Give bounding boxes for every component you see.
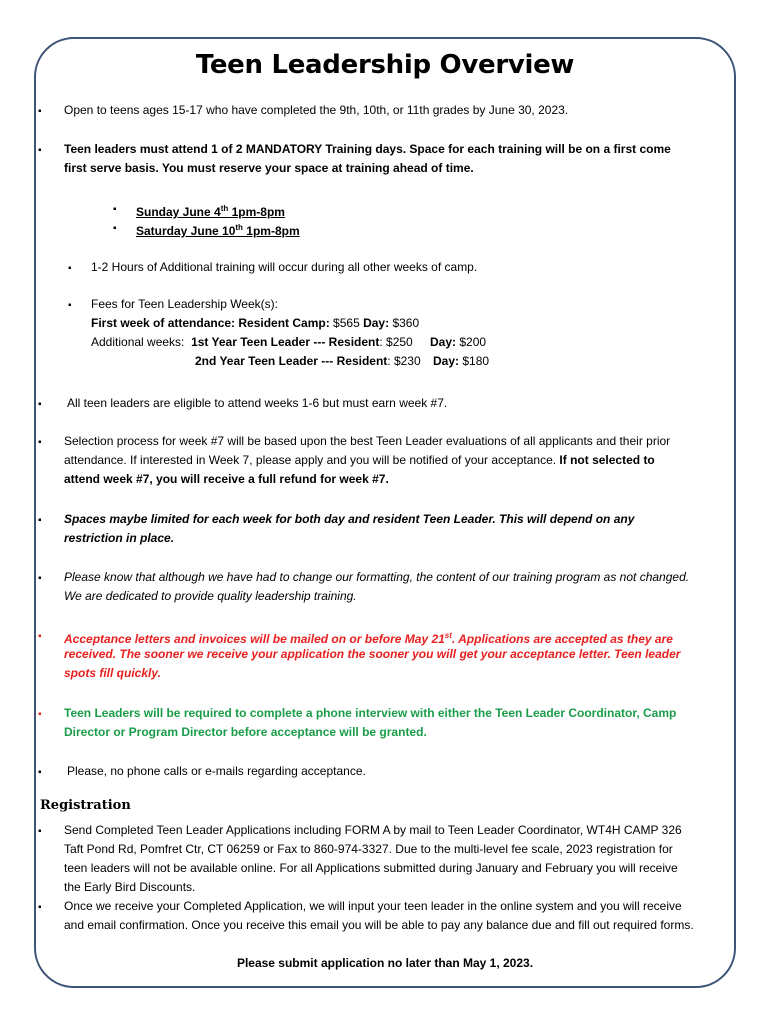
- training-line-2: first serve basis. You must reserve your space at training ahead of time.: [64, 161, 474, 175]
- bullet: ▪: [38, 573, 42, 584]
- eligibility-text: Open to teens ages 15-17 who have completed the 9th, 10th, or 11th grades by June 30, 2023.: [64, 103, 569, 117]
- training-date-1: Sunday June 4th 1pm-8pm: [136, 204, 285, 219]
- fees-second-year: 2nd Year Teen Leader --- Resident: $230: [195, 354, 421, 368]
- spaces-line-2: restriction in place.: [64, 531, 175, 545]
- bullet: ▪: [38, 709, 42, 720]
- acceptance-line-3: spots fill quickly.: [64, 666, 161, 680]
- bullet: ▪: [38, 106, 42, 117]
- acceptance-line-1: Acceptance letters and invoices will be mailed on or before May 21st. Applications are accepted as they are: [64, 631, 673, 646]
- fees-first-year: Additional weeks: 1st Year Teen Leader --- Resident: $250: [91, 335, 413, 349]
- bullet: ▪: [113, 204, 117, 215]
- registration-heading: Registration: [40, 798, 131, 813]
- format-line-1: Please know that although we have had to change our formatting, the content of our training program as not changed.: [64, 570, 690, 584]
- bullet: ▪: [113, 223, 117, 234]
- selection-line-3: attend week #7, you will receive a full refund for week #7.: [64, 472, 389, 486]
- bullet: ▪: [38, 826, 42, 837]
- bullet: ▪: [38, 767, 42, 778]
- additional-training-text: 1-2 Hours of Additional training will occur during all other weeks of camp.: [91, 260, 478, 274]
- bullet: ▪: [38, 902, 42, 913]
- bullet: ▪: [38, 437, 42, 448]
- spaces-line-1: Spaces maybe limited for each week for both day and resident Teen Leader. This will depend on any: [64, 512, 635, 526]
- registration-item-1-line-2: Taft Pond Rd, Pomfret Ctr, CT 06259 or Fax to 860-974-3327. Due to the multi-level fee scale, 2023 registration for: [64, 842, 673, 856]
- bullet: ▪: [68, 300, 72, 311]
- registration-item-2-line-2: and email confirmation. Once you receive this email you will be able to pay any balance due and fill out required forms.: [64, 918, 694, 932]
- bullet: ▪: [38, 145, 42, 156]
- weeks-text: All teen leaders are eligible to attend weeks 1-6 but must earn week #7.: [67, 396, 448, 410]
- training-date-2: Saturday June 10th 1pm-8pm: [136, 223, 300, 238]
- registration-item-1-line-4: the Early Bird Discounts.: [64, 880, 196, 894]
- registration-item-1-line-3: teen leaders will not be available online. For all Applications submitted during January and February you will receive: [64, 861, 678, 875]
- fees-heading: Fees for Teen Leadership Week(s):: [91, 297, 278, 311]
- format-line-2: We are dedicated to provide quality leadership training.: [64, 589, 357, 603]
- fees-second-year-day: Day: $180: [433, 354, 490, 368]
- selection-line-1: Selection process for week #7 will be based upon the best Teen Leader evaluations of all applicants and their prior: [64, 434, 671, 448]
- bullet: ▪: [38, 631, 42, 642]
- no-calls-text: Please, no phone calls or e-mails regarding acceptance.: [67, 764, 366, 778]
- acceptance-line-2: received. The sooner we receive your application the sooner you will get your acceptance letter. Teen leader: [64, 647, 681, 661]
- fees-first-week: First week of attendance: Resident Camp: $565 Day: $360: [91, 316, 420, 330]
- selection-line-2: attendance. If interested in Week 7, please apply and you will be notified of your acceptance. If not selected to: [64, 453, 655, 467]
- bullet: ▪: [38, 515, 42, 526]
- training-line-1: Teen leaders must attend 1 of 2 MANDATORY Training days. Space for each training will be on a first come: [64, 142, 671, 156]
- submission-deadline: Please submit application no later than May 1, 2023.: [236, 956, 534, 970]
- bullet: ▪: [68, 263, 72, 274]
- page-title: Teen Leadership Overview: [195, 50, 575, 80]
- bullet: ▪: [38, 399, 42, 410]
- registration-item-1-line-1: Send Completed Teen Leader Applications including FORM A by mail to Teen Leader Coordinator, WT4H CAMP 326: [64, 823, 682, 837]
- interview-line-1: Teen Leaders will be required to complete a phone interview with either the Teen Leader Coordinator, Camp: [64, 706, 677, 720]
- fees-first-year-day: Day: $200: [430, 335, 487, 349]
- interview-line-2: Director or Program Director before acceptance will be granted.: [64, 725, 427, 739]
- registration-item-2-line-1: Once we receive your Completed Application, we will input your teen leader in the online system and you will receive: [64, 899, 682, 913]
